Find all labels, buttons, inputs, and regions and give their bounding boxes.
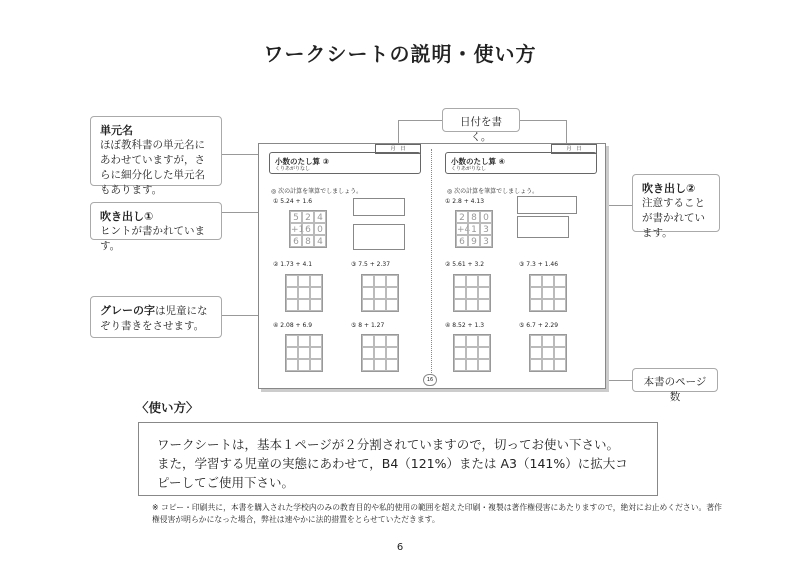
date-box: 月 日 [551,144,597,154]
hint-bubble [517,196,577,214]
answer-grid [453,334,491,372]
unit-callout [90,116,222,196]
problem: ① 5.24 + 1.6 [273,198,313,205]
worksheet-right [435,144,605,388]
bubble1-body: ヒントが書かれています。 [100,225,205,252]
problem: ② 1.73 + 4.1 [273,261,313,268]
hint-bubble [517,216,569,238]
connector-line [398,120,399,145]
usage-text-1: ワークシートは，基本１ページが２分割されていますので，切ってお使い下さい。 [157,437,620,452]
gray-body: は児童になぞり書きをさせます。 [100,305,208,332]
usage-heading: 〈使い方〉 [136,400,199,415]
problem: ⑤ 6.7 + 2.29 [519,322,559,329]
cut-line [431,149,432,381]
ws-title: 小数のたし算 ③ [275,157,329,166]
problem: ③ 7.3 + 1.46 [519,261,559,268]
connector-line [398,120,442,121]
bubble1-title: 吹き出し① [100,210,154,223]
hint-bubble [353,198,405,216]
answer-grid [453,274,491,312]
usage-text-2: また，学習する児童の実態にあわせて，B4（121%）または A3（141%）に拡大コピーしてご使用下さい。 [157,456,628,490]
page-title: ワークシートの説明・使い方 [263,42,537,66]
date-callout [442,108,520,143]
ws-instruction: ◎ 次の計算を筆算でしましょう。 [271,188,363,195]
bubble1-callout [90,202,222,252]
answer-grid [285,334,323,372]
date-box: 月 日 [375,144,421,154]
answer-grid [529,274,567,312]
unit-callout-body: ほぼ教科書の単元名にあわせていますが，さらに細分化した単元名もあります。 [100,139,205,196]
ws-instruction: ◎ 次の計算を筆算でしましょう。 [447,188,539,195]
problem: ④ 8.52 + 1.3 [445,322,485,329]
bubble2-callout [632,174,720,239]
worksheet-left [259,144,429,388]
answer-grid [361,334,399,372]
problem: ⑤ 8 + 1.27 [351,322,385,329]
copyright-notice: ※ コピー・印刷共に，本書を購入された学校内のみの教育目的や私的使用の範囲を超えた印刷・複製は著作権侵害にあたりますので，絶対にお止めください。著作権侵害が明らかになった場合，弊社は速やかに法的措置をとらせていただきます。 [152,503,722,524]
worksheet-page-number: 16 [423,374,437,386]
connector-line [566,120,567,145]
problem: ④ 2.08 + 6.9 [273,322,313,329]
page-num-callout [632,368,718,403]
bubble2-body: 注意することが書かれています。 [642,197,705,239]
answer-grid [361,274,399,312]
page-number: 6 [396,542,404,553]
answer-grid [529,334,567,372]
answer-grid: 2 8 0 +4 1 3 6 9 3 [455,210,493,248]
worksheet-header [269,152,421,174]
problem: ② 5.61 + 3.2 [445,261,485,268]
gray-title: グレーの字 [100,304,155,317]
bubble2-title: 吹き出し② [642,182,696,195]
problem: ① 2.8 + 4.13 [445,198,485,205]
answer-grid [285,274,323,312]
worksheet-header [445,152,597,174]
date-callout-text: 日付を書く。 [460,116,502,143]
hint-bubble [353,224,405,250]
gray-callout [90,296,222,338]
problem: ③ 7.5 + 2.37 [351,261,391,268]
usage-box [138,422,658,496]
ws-title: 小数のたし算 ④ [451,157,505,166]
ws-subtitle: くりあがりなし [275,166,311,172]
unit-callout-title: 単元名 [100,124,133,137]
worksheet-preview [258,143,606,389]
answer-grid: 5 2 4 +1 6 0 6 8 4 [289,210,327,248]
connector-line [520,120,566,121]
page-num-text: 本書のページ数 [643,376,707,403]
ws-subtitle: くりあがりなし [451,166,487,172]
